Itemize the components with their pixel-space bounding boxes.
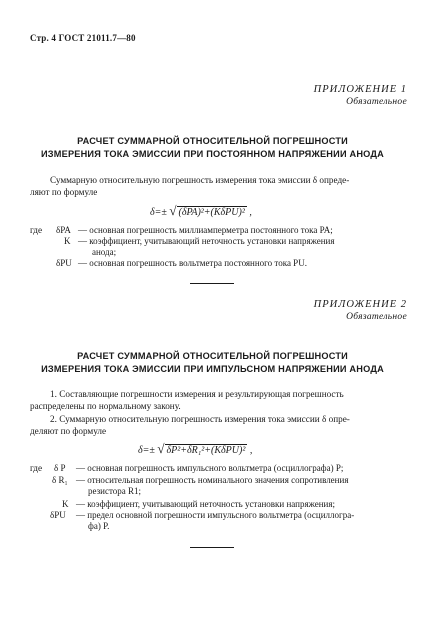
formula-end: ,	[249, 445, 253, 456]
formula-end: ,	[249, 207, 252, 218]
appendix2-def2-text: — относительная погрешность номинального значения сопротивления	[76, 475, 349, 485]
appendix1-intro-line1: Суммарную относительную погрешность измерения тока эмиссии δ опреде-	[50, 175, 350, 185]
formula-lhs: δ=±	[138, 445, 155, 456]
formula-lhs: δ=±	[150, 207, 167, 218]
appendix1-title: ПРИЛОЖЕНИЕ 1	[313, 84, 407, 95]
appendix2-where: где	[30, 463, 43, 473]
appendix2-def4-symbol: δPU	[50, 510, 66, 520]
formula-radicand: δP²+δR₁²+(KδPU)²	[166, 445, 246, 456]
appendix2-def3-symbol: K	[62, 499, 69, 509]
appendix1-def3-symbol: δPU	[56, 258, 72, 268]
appendix1-def2-text: — коэффициент, учитывающий неточность установки напряжения	[78, 236, 335, 246]
appendix2-def1-text: — основная погрешность импульсного вольтметра (осциллографа) P;	[76, 463, 344, 473]
appendix2-title: ПРИЛОЖЕНИЕ 2	[313, 299, 407, 310]
appendix2-def4-text: — предел основной погрешности импульсного вольтметра (осциллогра-	[76, 510, 355, 520]
appendix1-where: где	[30, 225, 43, 235]
appendix1-intro-line2: ляют по формуле	[30, 187, 98, 197]
appendix2-def4-cont: фа) P.	[88, 521, 110, 531]
appendix1-def3-text: — основная погрешность вольтметра постоянного тока PU.	[78, 258, 307, 268]
appendix1-def2-symbol: K	[64, 236, 71, 246]
appendix2-heading-line1: РАСЧЕТ СУММАРНОЙ ОТНОСИТЕЛЬНОЙ ПОГРЕШНОСТИ	[77, 351, 348, 361]
formula-radicand: (δPA)²+(KδPU)²	[178, 207, 245, 218]
appendix2-p1-line2: распределены по нормальному закону.	[30, 401, 181, 411]
appendix1-heading-line2: ИЗМЕРЕНИЯ ТОКА ЭМИССИИ ПРИ ПОСТОЯННОМ НАПРЯЖЕНИИ АНОДА	[41, 149, 384, 159]
appendix2-def3-text: — коэффициент, учитывающий неточность установки напряжения;	[76, 499, 335, 509]
appendix2-heading-line2: ИЗМЕРЕНИЯ ТОКА ЭМИССИИ ПРИ ИМПУЛЬСНОМ НАПРЯЖЕНИИ АНОДА	[41, 364, 384, 374]
appendix1-heading-line1: РАСЧЕТ СУММАРНОЙ ОТНОСИТЕЛЬНОЙ ПОГРЕШНОСТИ	[77, 136, 348, 146]
page-header: Стр. 4 ГОСТ 21011.7—80	[30, 33, 136, 43]
sqrt-icon: √	[157, 441, 165, 456]
appendix2-subtitle: Обязательное	[346, 312, 407, 322]
appendix2-def1-symbol: δ P	[54, 463, 66, 473]
appendix2-p2-line1: 2. Суммарную относительную погрешность измерения тока эмиссии δ опре-	[50, 414, 350, 424]
appendix2-p2-line2: деляют по формуле	[30, 426, 107, 436]
sqrt-icon: √	[169, 203, 177, 218]
section-divider-2	[190, 547, 234, 548]
appendix1-subtitle: Обязательное	[346, 97, 407, 107]
appendix1-def1-text: — основная погрешность миллиамперметра постоянного тока PA;	[78, 225, 333, 235]
appendix2-p1-line1: 1. Составляющие погрешности измерения и результирующая погрешность	[50, 389, 344, 399]
appendix2-def2-symbol: δ R₁	[52, 475, 68, 485]
appendix1-def2-cont: анода;	[92, 247, 117, 257]
appendix1-def1-symbol: δPA	[56, 225, 71, 235]
appendix2-def2-cont: резистора R1;	[88, 486, 142, 496]
